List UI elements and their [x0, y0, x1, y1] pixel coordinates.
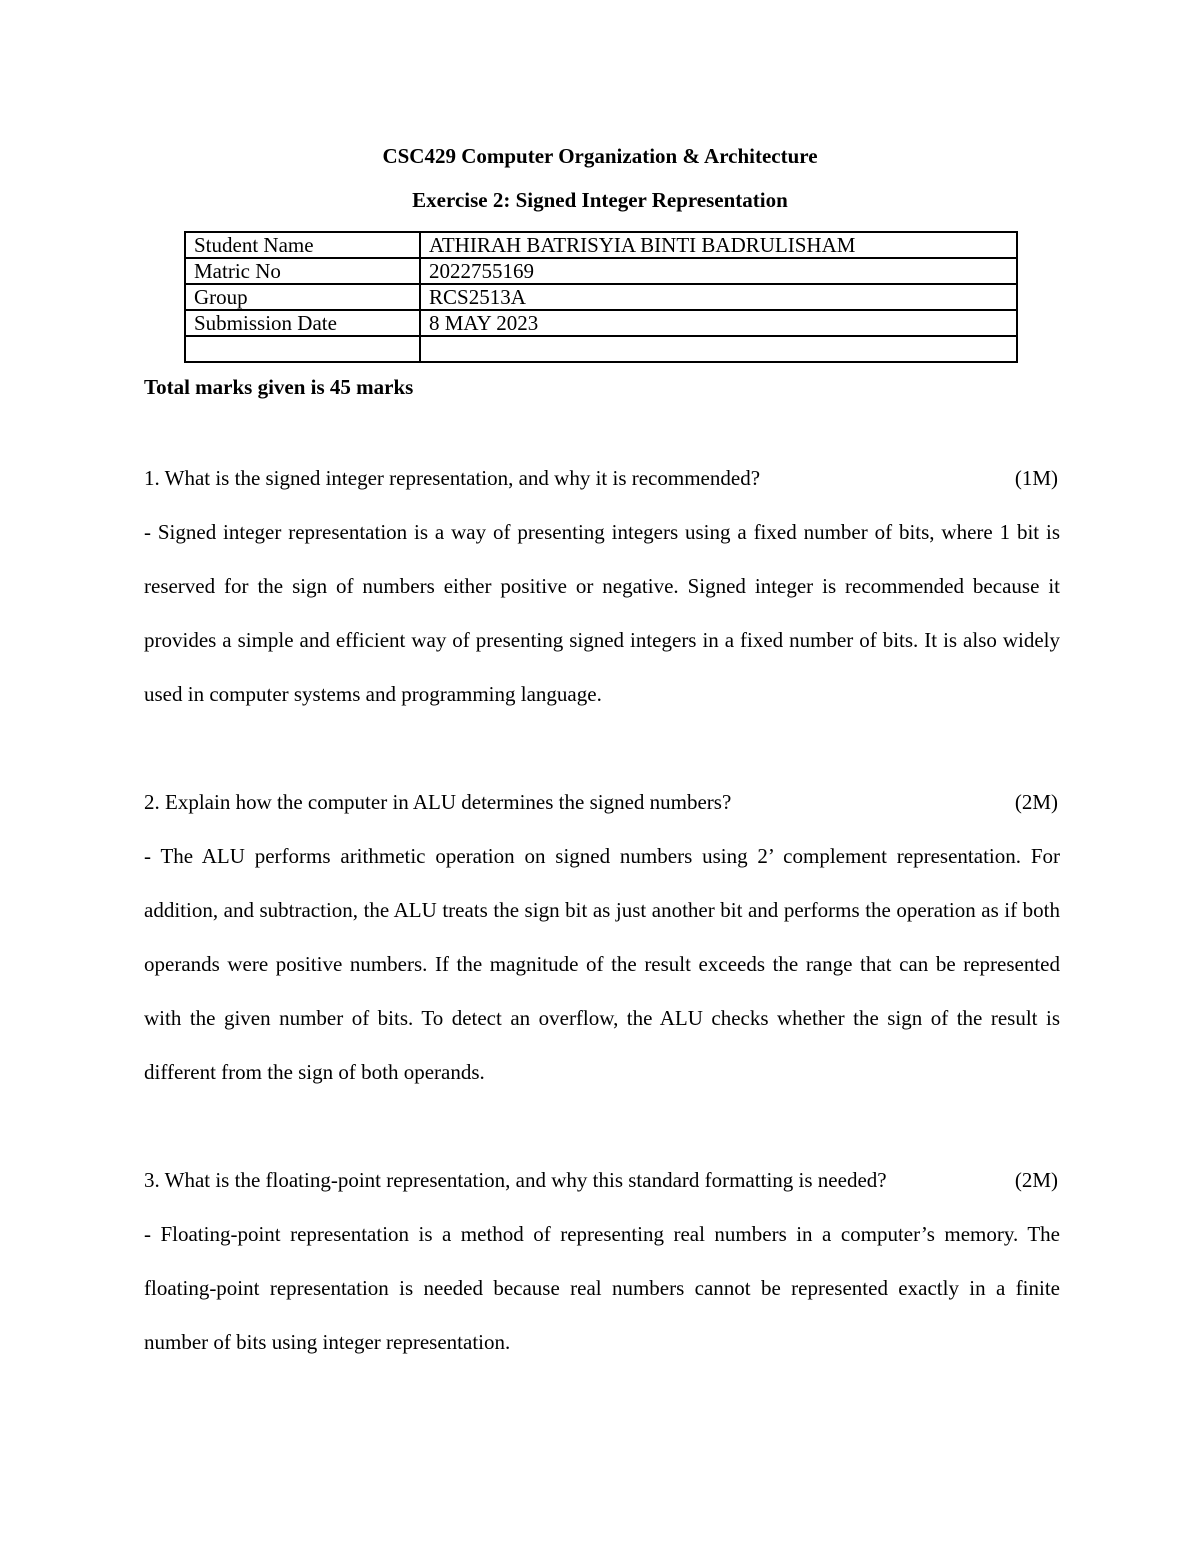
question-line [144, 1153, 1060, 1207]
question-block-1 [144, 451, 1060, 721]
group-label: Group [185, 284, 420, 310]
question-block-3 [144, 1153, 1060, 1369]
exercise-title: Exercise 2: Signed Integer Representation [412, 188, 788, 212]
question-block-2 [144, 775, 1060, 1099]
table-row [185, 258, 1017, 284]
question-line [144, 775, 1060, 829]
submission-date-label: Submission Date [185, 310, 420, 336]
empty-label-cell [185, 336, 420, 362]
student-name-value: ATHIRAH BATRISYIA BINTI BADRULISHAM [420, 232, 1017, 258]
table-row [185, 232, 1017, 258]
table-row [185, 336, 1017, 362]
answer-text: - The ALU performs arithmetic operation on signed numbers using 2’ complement representation. For addition, and subtraction, the ALU treats the sign bit as just another bit and performs the operation as if both operands were positive numbers. If the magnitude of the result exceeds the range that can be represented with the given number of bits. To detect an overflow, the ALU checks whether the sign of the result is different from the sign of both operands. [144, 844, 1060, 1084]
answer-text: - Signed integer representation is a way of presenting integers using a fixed number of bits, where 1 bit is reserved for the sign of numbers either positive or negative. Signed integer is recommended because it provides a simple and efficient way of presenting signed integers in a fixed number of bits. It is also widely used in computer systems and programming language. [144, 520, 1060, 706]
question-marks: (2M) [1014, 790, 1058, 814]
matric-no-value: 2022755169 [420, 258, 1017, 284]
table-row [185, 310, 1017, 336]
question-marks: (2M) [1014, 1168, 1058, 1192]
question-line [144, 451, 1060, 505]
total-marks: Total marks given is 45 marks [144, 375, 414, 399]
submission-date-value: 8 MAY 2023 [420, 310, 1017, 336]
question-text: 3. What is the floating-point representation, and why this standard formatting is needed? [144, 1168, 887, 1192]
course-title: CSC429 Computer Organization & Architecture [382, 144, 818, 168]
question-text: 1. What is the signed integer representation, and why it is recommended? [144, 466, 761, 490]
matric-no-label: Matric No [185, 258, 420, 284]
table-row [185, 284, 1017, 310]
group-value: RCS2513A [420, 284, 1017, 310]
question-text: 2. Explain how the computer in ALU determines the signed numbers? [144, 790, 732, 814]
question-marks: (1M) [1014, 466, 1058, 490]
answer-text: - Floating-point representation is a method of representing real numbers in a computer’s memory. The floating-point representation is needed because real numbers cannot be represented exactly in a finite number of bits using integer representation. [144, 1222, 1060, 1354]
student-info-table [184, 231, 1018, 363]
student-name-label: Student Name [185, 232, 420, 258]
empty-value-cell [420, 336, 1017, 362]
